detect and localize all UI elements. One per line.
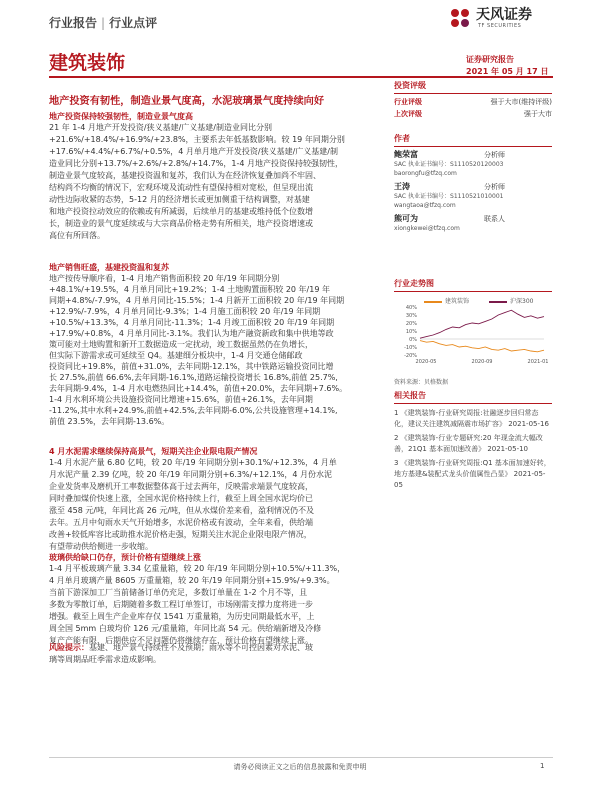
text-line: 月水泥产量 2.39 亿吨，较 20 年/19 年同期分别+6.3%/+12.1%，4 月份水泥 [49, 470, 333, 479]
trend-heading: 行业走势图 [394, 278, 552, 292]
analyst-email[interactable]: wangtaoa@tfzq.com [394, 202, 456, 209]
related-report-link[interactable]: 2 《建筑装饰-行业专题研究:20 年现金流大幅改善，21Q1 基本面加速改善》 2021-05-10 [394, 434, 543, 453]
author-heading: 作者 [394, 133, 552, 147]
text-line: 21 年 1-4 月地产开发投资/狭义基建/广义基建/制造业同比分别 [49, 123, 272, 132]
text-line: 1-4 月水利环境公共设施投资同比增速+15.6%，前值+26.1%，去年同期 [49, 395, 313, 404]
text-line: 1-4 月平板玻璃产量 3.34 亿重量箱，较 20 年/19 年同期分别+10.5%/+11.3%， [49, 564, 346, 573]
analyst-card [394, 214, 552, 233]
rating-heading: 投资评级 [394, 80, 552, 94]
text-line: 周全国 5mm 白玻均价 126 元/重量箱，年同比高 54 元。供给端新增及冷修 [49, 624, 322, 633]
text-line: 4 月单月玻璃产量 8605 万重量箱，较 20 年/19 年同期分别+15.9%/+9.3%。 [49, 576, 335, 585]
text-line: 动性边际收紧的态势，5-12 月的经济增长或更加侧重于结构调整，对基建 [49, 195, 310, 204]
text-line: 复产产能有限，后期供应不足问题仍将继续存在，预计价格有望继续上涨。 [49, 636, 313, 645]
text-line: 造业同比分别+13.7%/+2.6%/+2.8%/+14.7%，1-4 月地产投资保持较强韧性， [49, 159, 343, 168]
risk-text: 基建、地产景气持续性不及预期；雨水等不可控因素对水泥、玻 [89, 643, 313, 652]
text-line: 地产按传导顺序看，1-4 月地产销售面积较 20 年/19 年同期分别 [49, 274, 280, 283]
title-divider [49, 76, 553, 78]
legend-item [424, 296, 469, 305]
section-1 [49, 111, 387, 242]
logo-text-en: TF SECURITIES [478, 23, 522, 29]
text-line: 璃等周期品旺季需求造成影响。 [49, 655, 161, 664]
analyst-card [394, 150, 552, 178]
page-number: 1 [540, 762, 545, 770]
analyst-role: 联系人 [484, 215, 505, 223]
analyst-name: 鲍荣富 [394, 150, 418, 159]
analyst-name: 王涛 [394, 182, 410, 191]
logo-text-cn: 天风证券 [476, 7, 532, 23]
trend-box [394, 278, 552, 386]
y-tick-label: -20% [404, 353, 417, 359]
text-line: +17.9%/+0.8%，4 月单月同比-3.1%。我们认为地产融资新政和集中供地等政 [49, 329, 334, 338]
analyst-cert: SAC 执业证书编号：S1110520120003 [394, 161, 504, 168]
chart-source: 资料来源：贝格数据 [394, 379, 449, 386]
section-body [49, 457, 387, 553]
analyst-email[interactable]: xiongkewei@tfzq.com [394, 225, 460, 232]
text-line: +17.6%/+4.4%/+6.7%/+0.5%，4 月单月地产开发投资/狭义基建/广义基建/制 [49, 147, 339, 156]
legend-swatch [489, 301, 507, 303]
analyst-cert: SAC 执业证书编号：S1110521010001 [394, 193, 504, 200]
analyst-email[interactable]: baorongfu@tfzq.com [394, 170, 457, 177]
section-heading: 地产销售旺盛，基建投资温和复苏 [49, 263, 169, 272]
text-line: 改善+较低库容比或助推水泥价格走强，短期关注水泥企业限电限产情况， [49, 530, 312, 539]
risk-warning [49, 642, 387, 666]
section-body [49, 122, 387, 242]
text-line: +12.9%/-7.9%，4 月单月同比-9.3%；1-4 月施工面积较 20 年/19 年同期 [49, 307, 321, 316]
text-line: 企业发货率及磨机开工率数据整体高于过去两年，反映需求端景气度较高， [49, 482, 313, 491]
section-body [49, 273, 387, 427]
text-line: 前值 23.5%，去年同期-13.6%。 [49, 417, 170, 426]
section-body [49, 563, 387, 647]
text-line: 有望带动供给侧进一步收缩。 [49, 542, 153, 551]
series-line [420, 310, 544, 338]
x-tick-label: 2020-09 [471, 359, 493, 365]
y-tick-label: 40% [405, 305, 417, 311]
text-line: -11.2%,其中水利+24.9%,前值+42.5%,去年同期-6.0%,公共设施管理+14.1%, [49, 406, 338, 415]
related-box [394, 390, 552, 494]
text-line: 同期+4.8%/-7.9%，4 月单月同比-15.5%；1-4 月新开工面积较 20 年/19 年同期 [49, 296, 345, 305]
report-type: 证券研究报告 [466, 55, 514, 64]
related-list [394, 408, 552, 491]
related-report-link[interactable]: 1 《建筑装饰-行业研究周报:社融逐步回归常态化，建议关注建筑减隔震市场扩容》 2021-05-16 [394, 409, 549, 428]
analyst-role: 分析师 [484, 183, 505, 191]
x-tick-label: 2021-01 [527, 359, 549, 365]
headline: 地产投资有韧性，制造业景气度高，水泥玻璃景气度持续向好 [49, 96, 325, 107]
subcategory-label: 行业点评 [109, 16, 158, 30]
legend-swatch [424, 301, 442, 303]
y-tick-label: -10% [404, 345, 417, 351]
series-line [420, 341, 544, 352]
report-title: 建筑装饰 [49, 52, 126, 74]
category-separator: | [101, 16, 106, 30]
text-line: 当前下游深加工厂当前储备订单仍充足，多数订单量在 1-2 个月不等，且 [49, 588, 308, 597]
section-2 [49, 262, 387, 427]
y-tick-label: 20% [405, 321, 417, 327]
rating-label: 上次评级 [394, 110, 422, 118]
y-tick-label: 10% [405, 329, 417, 335]
text-line: 多数为零散订单，后期随着多数工程订单签订，市场刚需支撑力度将进一步 [49, 600, 313, 609]
text-line: +48.1%/+19.5%，4 月单月同比+19.2%；1-4 土地购置面积较 20 年/19 年 [49, 285, 330, 294]
text-line: 策可能对土地购置和新开工数据造成一定扰动，竣工数据虽然仍在负增长， [49, 340, 313, 349]
author-box [394, 133, 552, 233]
rating-row [394, 108, 552, 120]
text-line: 结构尚不均衡的情况下，宏观环境及流动性有望保持相对宽松，但呈现出流 [49, 183, 313, 192]
report-date: 2021 年 05 月 17 日 [466, 67, 549, 76]
rating-label: 行业评级 [394, 98, 422, 106]
text-line: 长 27.5%,前值 66.6%,去年同期-16.1%,道路运输投资增长 16.8%,前值 25.7%, [49, 373, 338, 382]
company-logo [448, 2, 588, 36]
text-line: 但实际下游需求或可延续至 Q4。基建细分板块中，1-4 月交通仓储邮政 [49, 351, 303, 360]
text-line: 制造业景气度较高，基建投资温和复苏，我们认为在经济恢复叠加尚不牢固、 [49, 171, 321, 180]
text-line: +21.6%/+18.4%/+16.9%/+23.8%，主要系去年低基数影响。较 19 年同期分别 [49, 135, 345, 144]
section-heading: 玻璃供给缺口仍存，预计价格有望继续上涨 [49, 553, 201, 562]
risk-label: 风险提示： [49, 643, 89, 652]
category-label: 行业报告 [49, 16, 98, 30]
footer-divider [49, 757, 553, 758]
text-line: 投资同比+19.8%，前值+31.0%，去年同期-12.1%，其中铁路运输投资同比增 [49, 362, 334, 371]
text-line: 同时叠加煤价快速上涨，全国水泥价格持续上行，截至上周全国水泥均价已 [49, 494, 313, 503]
section-4 [49, 552, 387, 647]
chart-legend [424, 296, 552, 305]
text-line: 增强。截至上周生产企业库存仅 1541 万重量箱，为历史同期最低水平，上 [49, 612, 315, 621]
tf-logo-icon [448, 6, 472, 30]
analyst-role: 分析师 [484, 151, 505, 159]
text-line: 涨至 458 元/吨，年同比高 26 元/吨，但从水煤价差来看，盈利情况仍不及 [49, 506, 315, 515]
y-tick-label: 0% [409, 337, 417, 343]
analyst-name: 熊可为 [394, 214, 418, 223]
legend-label: 沪深300 [510, 298, 534, 305]
rating-box [394, 80, 552, 120]
section-heading: 4 月水泥需求继续保持高景气，短期关注企业限电限产情况 [49, 447, 258, 456]
text-line: 1-4 月水泥产量 6.80 亿吨，较 20 年/19 年同期分别+30.1%/+12.3%，4 月单 [49, 458, 337, 467]
text-line: 和地产投资拉动效应的依赖或有所减弱，后续单月的基建或维持低个位数增 [49, 207, 313, 216]
x-tick-label: 2020-05 [415, 359, 437, 365]
footer-disclaimer: 请务必阅读正文之后的信息披露和免责申明 [233, 763, 367, 771]
text-line: +10.5%/+13.3%，4 月单月同比-11.3%；1-4 月竣工面积较 20 年/19 年同期 [49, 318, 335, 327]
rating-row [394, 96, 552, 108]
related-heading: 相关报告 [394, 390, 552, 404]
section-3 [49, 446, 387, 553]
text-line [49, 642, 387, 654]
legend-item [489, 296, 533, 305]
risk-body [49, 642, 387, 666]
analyst-card [394, 182, 552, 210]
report-category [49, 14, 157, 31]
text-line: 去年同期-9.4%，1-4 月水电燃热同比+14.4%，前值+20.0%，去年同期+7.6%。 [49, 384, 348, 393]
y-tick-label: 30% [405, 313, 417, 319]
legend-label: 建筑装饰 [445, 298, 470, 305]
rating-value: 强于大市(维持评级) [490, 98, 552, 106]
text-line: 去年。五月中旬雨水天气开始增多，水泥价格或有波动，全年来看，供给端 [49, 518, 313, 527]
section-heading: 地产投资保持较强韧性，制造业景气度高 [49, 112, 193, 121]
text-line: 长，制造业的景气度延续或与大宗商品价格走势有所相关，地产投资增速或 [49, 219, 313, 228]
related-report-link[interactable]: 3 《建筑装饰-行业研究周报:Q1 基本面加速好转，地方基建&装配式龙头价值属性凸显》 2021-05-05 [394, 459, 551, 489]
rating-value: 强于大市 [524, 110, 552, 118]
text-line: 高位有所回落。 [49, 231, 105, 240]
trend-chart [394, 305, 552, 365]
